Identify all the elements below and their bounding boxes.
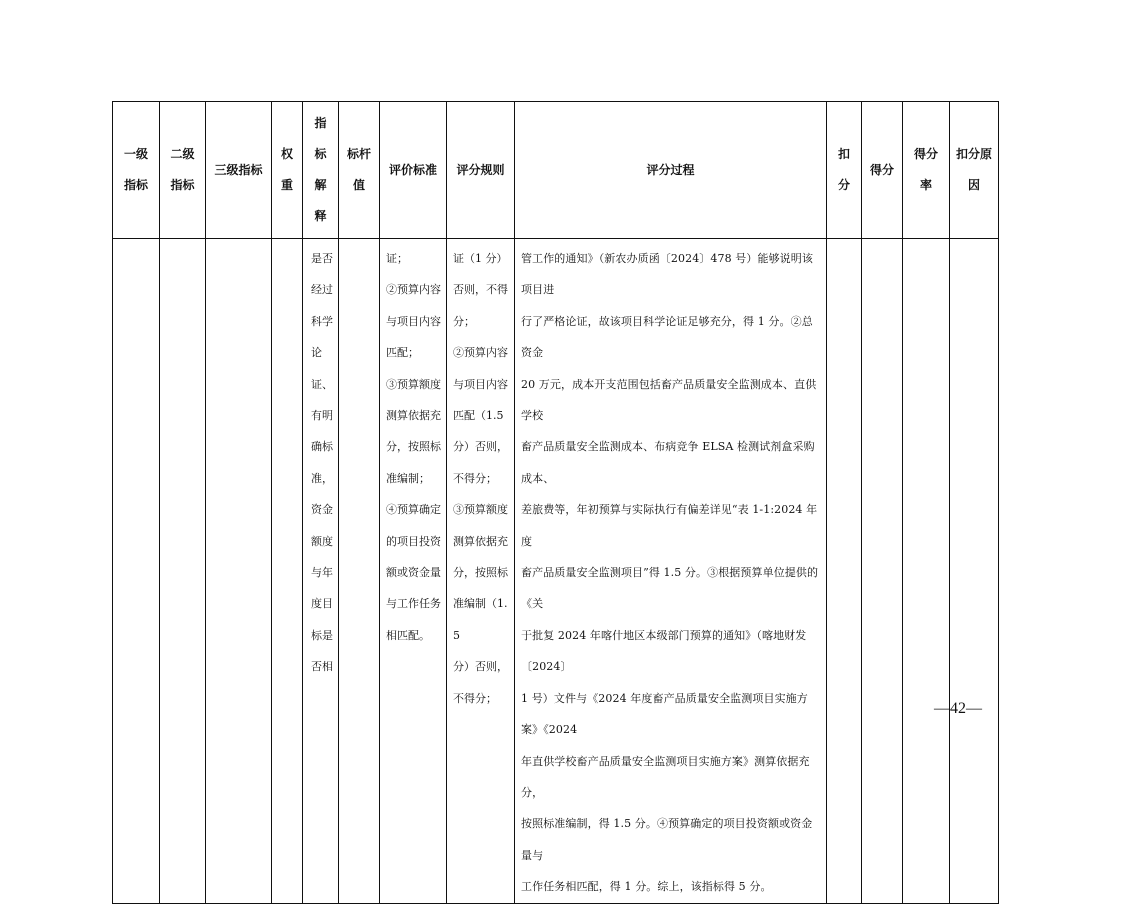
header-rules: 评分规则	[447, 102, 515, 239]
header-level3: 三级指标	[206, 102, 272, 239]
header-criteria: 评价标准	[380, 102, 447, 239]
cell-rules	[447, 239, 515, 904]
cell-level2	[160, 239, 206, 904]
criteria-text: 证； ②预算内容 与项目内容 匹配； ③预算额度 测算依据充 分，按照标 准编制； ④预算确定 的项目投资 额或资金量 与工作任务 相匹配。	[386, 252, 441, 642]
table-row	[113, 239, 999, 904]
header-level2: 二级 指标	[160, 102, 206, 239]
cell-level1	[113, 239, 160, 904]
header-row	[113, 102, 999, 239]
evaluation-table	[112, 101, 999, 904]
header-benchmark: 标杆 值	[339, 102, 380, 239]
cell-explanation	[303, 239, 339, 904]
cell-process	[515, 239, 827, 904]
header-deduct-reason: 扣分原 因	[950, 102, 999, 239]
header-score-rate: 得分 率	[903, 102, 950, 239]
cell-benchmark	[339, 239, 380, 904]
cell-score-rate	[903, 239, 950, 904]
cell-criteria	[380, 239, 447, 904]
process-text: 管工作的通知》（新农办质函〔2024〕478 号）能够说明该项目进 行了严格论证，故该项目科学论证足够充分，得 1 分。②总资金 20 万元，成本开支范围包括畜产品质量安全监测成本、直供学校 畜产品质量安全监测成本、布病竞争 ELSA 检测试剂盒采购成本、 差旅费等，年初预算与实际执行有偏差详见“表 1-1:2024 年度 畜产品质量安全监测项目”得 1.5 分。③根据预算单位提供的《关 于批复 2024 年喀什地区本级部门预算的通知》（喀地财发〔2024〕 1 号）文件与《2024 年度畜产品质量安全监测项目实施方案》《2024 年直供学校畜产品质量安全监测项目实施方案》测算依据充分， 按照标准编制，得 1.5 分。④预算确定的项目投资额或资金量与 工作任务相匹配，得 1 分。综上，该指标得 5 分。	[521, 252, 819, 894]
header-explanation: 指 标 解 释	[303, 102, 339, 239]
cell-deduct	[827, 239, 862, 904]
page-number: —42—	[934, 700, 982, 717]
cell-score	[862, 239, 903, 904]
cell-weight	[272, 239, 303, 904]
header-deduct: 扣 分	[827, 102, 862, 239]
header-score: 得分	[862, 102, 903, 239]
cell-deduct-reason	[950, 239, 999, 904]
header-level1: 一级 指标	[113, 102, 160, 239]
cell-level3	[206, 239, 272, 904]
explanation-text: 是否 经过 科学 论 证、 有明 确标 准， 资金 额度 与年 度目 标是 否相	[311, 252, 333, 674]
header-process: 评分过程	[515, 102, 827, 239]
rules-text: 证（1 分） 否则，不得 分； ②预算内容 与项目内容 匹配（1.5 分）否则， 不得分； ③预算额度 测算依据充 分，按照标 准编制（1.5 分）否则， 不得分；	[453, 252, 508, 705]
header-weight: 权 重	[272, 102, 303, 239]
